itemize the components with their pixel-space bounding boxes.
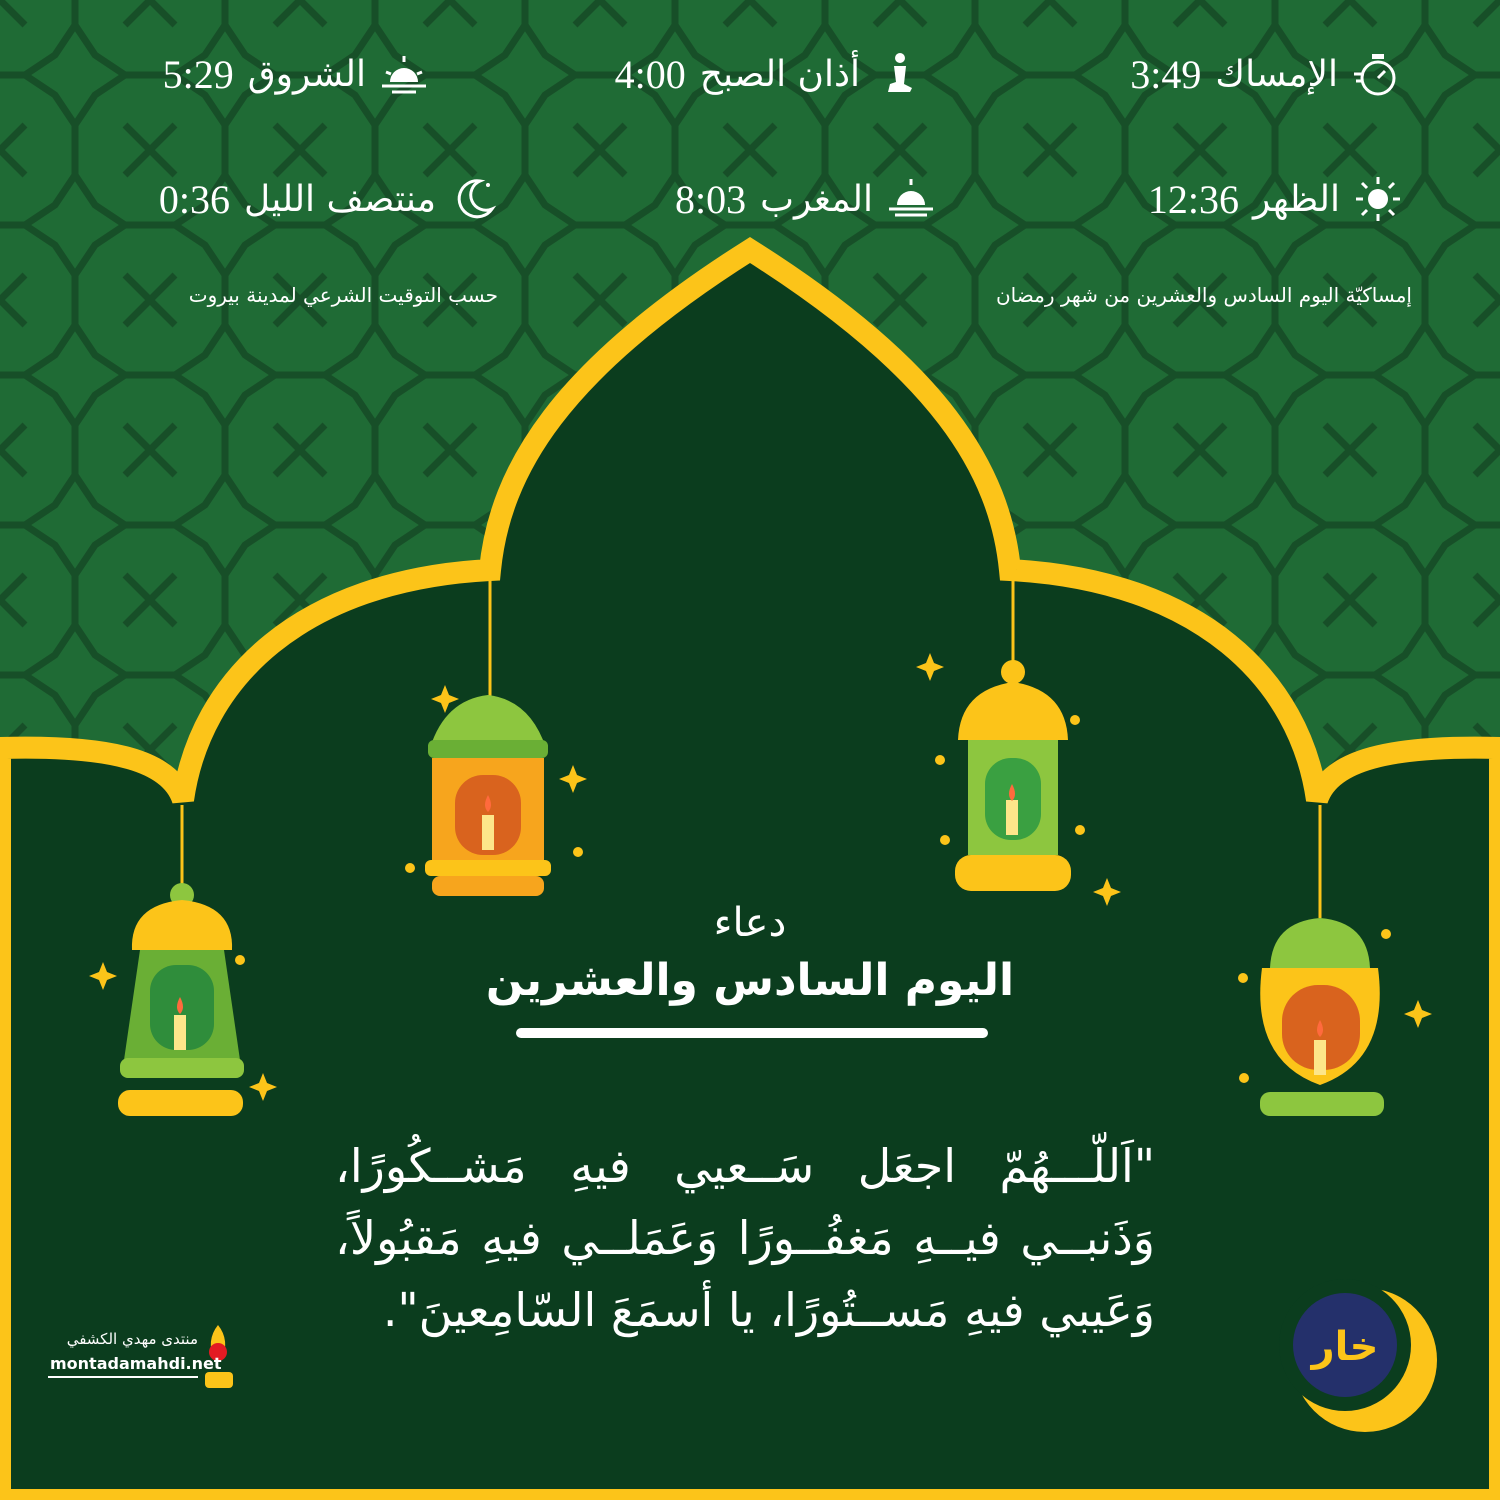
dhuhr-time [1148,175,1402,223]
lantern-orange [425,695,551,896]
midnight-label: منتصف الليل [244,178,436,220]
svg-text:خار: خار [1311,1324,1379,1370]
brand-underline [48,1376,198,1378]
city-note: حسب التوقيت الشرعي لمدينة بيروت [188,283,498,307]
prayer-text: "اَللّـــهُمّ اجعَل سَــعيي فيهِ مَشــكُورًا، وَذَنبــي فيــهِ مَغفُــورًا وَعَمَلــي فيهِ مَقبُولاً، وَعَيبي فيهِ مَســتُورًا، يا أسمَعَ السّامِعينَ". [335,1139,1155,1337]
maghrib-value: 8:03 [674,176,747,222]
dhuhr-label: الظهر [1253,178,1340,220]
midnight-time [159,175,498,223]
brand-url: montadamahdi.net [50,1354,222,1373]
sunset-icon [887,175,935,223]
dhuhr-value: 12:36 [1147,176,1240,222]
imsak-time [1130,50,1400,98]
sunrise-label: الشروق [247,53,366,95]
crescent-moon-icon [450,175,498,223]
fajr-value: 4:00 [614,51,686,97]
dua-title: دعاء [713,900,787,946]
maghrib-label: المغرب [760,178,873,220]
imsak-label: الإمساك [1215,53,1338,95]
day-note: إمساكيّة اليوم السادس والعشرين من شهر رمضان [995,283,1412,307]
sun-icon [1354,175,1402,223]
sunrise-time [163,50,428,98]
fajr-label: أذان الصبح [699,53,860,95]
title-underline [516,1028,988,1038]
brand-arabic: منتدى مهدي الكشفي [66,1330,198,1348]
sunrise-value: 5:29 [162,51,234,97]
dua-subtitle: اليوم السادس والعشرين [485,955,1015,1006]
maghrib-time [675,175,935,223]
midnight-value: 0:36 [158,176,231,222]
imsak-value: 3:49 [1130,51,1202,97]
fajr-time [615,50,922,98]
praying-person-icon [874,50,922,98]
stopwatch-icon [1352,50,1400,98]
sunrise-icon [380,50,428,98]
